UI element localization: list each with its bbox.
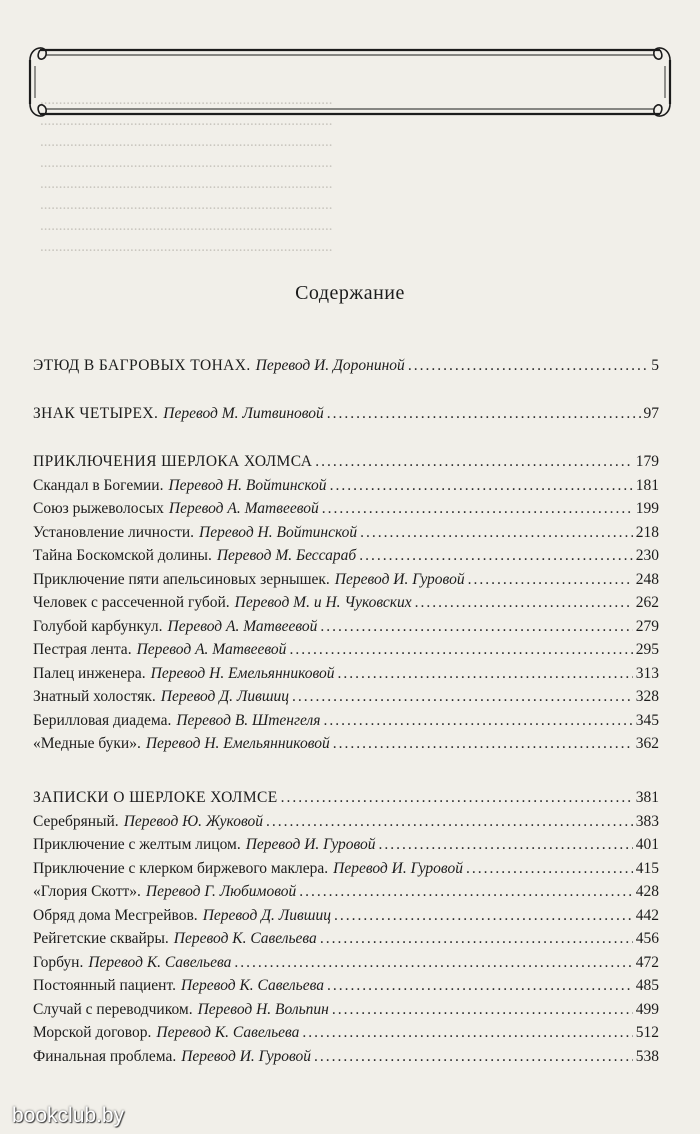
item-title: Рейгетские сквайры. — [33, 930, 169, 947]
item-title: «Медные буки». — [33, 735, 141, 752]
item-translator: Перевод И. Гуровой — [181, 1047, 311, 1065]
entry-page: 381 — [635, 789, 659, 806]
entry-title: ЗНАК ЧЕТЫРЕХ. — [33, 405, 159, 422]
item-translator: Перевод Н. Емельянниковой — [150, 664, 335, 682]
leader-dots — [320, 927, 633, 951]
entry-page: 5 — [651, 357, 659, 374]
item-page: 230 — [635, 547, 659, 564]
item-page: 428 — [635, 883, 659, 900]
item-translator: Перевод К. Савельева — [156, 1024, 300, 1041]
toc-section-4 — [33, 786, 659, 1068]
item-page: 262 — [635, 594, 659, 611]
leader-dots — [289, 638, 632, 662]
item-title: Горбун. — [33, 953, 84, 971]
item-translator: Перевод И. Гуровой — [333, 859, 463, 877]
item-page: 512 — [635, 1024, 659, 1041]
item-page: 279 — [635, 617, 659, 635]
item-translator: Перевод М. Бессараб — [216, 547, 357, 564]
item-title: Постоянный пациент. — [33, 977, 176, 994]
item-translator: Перевод Н. Войтинской — [199, 523, 358, 541]
entry-title: ПРИКЛЮЧЕНИЯ ШЕРЛОКА ХОЛМСА — [33, 453, 313, 470]
toc-section-2 — [33, 402, 659, 426]
leader-dots — [234, 951, 632, 975]
toc-item[interactable] — [33, 474, 659, 498]
item-page: 248 — [635, 570, 659, 588]
item-title: Человек с рассеченной губой. — [33, 594, 230, 611]
entry-translator: Перевод М. Литвиновой — [163, 405, 324, 422]
leader-dots — [322, 497, 633, 521]
leader-dots — [314, 1045, 633, 1069]
item-title: «Глория Скотт». — [33, 883, 141, 900]
leader-dots — [323, 709, 632, 733]
toc-entry[interactable] — [33, 450, 659, 474]
item-title: Обряд дома Месгрейвов. — [33, 906, 198, 924]
toc-item[interactable] — [33, 662, 659, 686]
leader-dots — [334, 904, 633, 928]
leader-dots — [359, 544, 633, 568]
entry-translator: Перевод И. Дорониной — [255, 357, 405, 374]
item-title: Приключение с клерком биржевого маклера. — [33, 859, 329, 877]
toc-item[interactable] — [33, 638, 659, 662]
leader-dots — [330, 474, 633, 498]
item-page: 362 — [635, 735, 659, 752]
toc-item[interactable] — [33, 1021, 659, 1045]
item-page: 218 — [635, 523, 659, 541]
item-title: Союз рыжеволосых — [33, 500, 164, 517]
item-translator: Перевод Н. Емельянниковой — [145, 735, 330, 752]
toc-item[interactable] — [33, 568, 659, 592]
item-page: 295 — [635, 641, 659, 658]
toc-item[interactable] — [33, 497, 659, 521]
item-translator: Перевод Н. Войтинской — [168, 476, 327, 494]
item-page: 181 — [635, 476, 659, 494]
leader-dots — [333, 732, 633, 756]
leader-dots — [299, 880, 633, 904]
toc-item[interactable] — [33, 615, 659, 639]
contents-title: Содержание — [295, 282, 405, 304]
toc-item[interactable] — [33, 857, 659, 881]
item-translator: Перевод К. Савельева — [180, 977, 324, 994]
toc-item[interactable] — [33, 880, 659, 904]
leader-dots — [281, 786, 633, 810]
item-title: Голубой карбункул. — [33, 617, 163, 635]
item-translator: Перевод Д. Лившиц — [160, 688, 290, 705]
toc-section-1 — [33, 354, 659, 378]
item-translator: Перевод М. и Н. Чуковских — [234, 594, 412, 611]
toc-section-3 — [33, 450, 659, 756]
item-page: 472 — [635, 953, 659, 971]
item-title: Знатный холостяк. — [33, 688, 156, 705]
toc-item[interactable] — [33, 810, 659, 834]
item-translator: Перевод К. Савельева — [88, 953, 232, 971]
item-translator: Перевод И. Гуровой — [334, 570, 465, 588]
item-title: Установление личности. — [33, 523, 195, 541]
toc-item[interactable] — [33, 927, 659, 951]
show-through-text: .............................................................................. .............................................................................. .............................................................................. .............................................................................. .............................................................................. .............................................................................. .............................................................................. .............................................................................. — [40, 92, 333, 255]
leader-dots — [292, 685, 633, 709]
item-page: 199 — [635, 500, 659, 517]
toc-item[interactable] — [33, 685, 659, 709]
leader-dots — [332, 998, 633, 1022]
item-page: 415 — [635, 859, 659, 877]
item-translator: Перевод Д. Лившиц — [202, 906, 331, 924]
item-translator: Перевод К. Савельева — [173, 930, 317, 947]
leader-dots — [408, 354, 648, 378]
item-title: Приключение с желтым лицом. — [33, 836, 241, 853]
item-title: Берилловая диадема. — [33, 711, 172, 729]
leader-dots — [415, 591, 633, 615]
leader-dots — [379, 833, 633, 857]
toc-item[interactable] — [33, 521, 659, 545]
leader-dots — [315, 450, 632, 474]
item-page: 401 — [635, 836, 659, 853]
item-page: 442 — [635, 906, 659, 924]
item-page: 538 — [635, 1047, 659, 1065]
toc-entry[interactable] — [33, 354, 659, 378]
item-title: Серебряный. — [33, 812, 119, 830]
item-page: 499 — [635, 1000, 659, 1018]
leader-dots — [320, 615, 632, 639]
leader-dots — [266, 810, 633, 834]
leader-dots — [338, 662, 633, 686]
item-page: 456 — [635, 930, 659, 947]
item-title: Финальная проблема. — [33, 1047, 177, 1065]
entry-page: 179 — [635, 453, 659, 470]
leader-dots — [468, 568, 633, 592]
item-title: Пестрая лента. — [33, 641, 132, 658]
toc-item[interactable] — [33, 732, 659, 756]
item-title: Скандал в Богемии. — [33, 476, 164, 494]
item-translator: Перевод А. Матвеевой — [168, 500, 319, 517]
item-translator: Перевод А. Матвеевой — [167, 617, 318, 635]
leader-dots — [327, 402, 641, 426]
item-translator: Перевод В. Штенгеля — [176, 711, 321, 729]
leader-dots — [302, 1021, 632, 1045]
toc-item[interactable] — [33, 904, 659, 928]
leader-dots — [327, 974, 633, 998]
toc-item[interactable] — [33, 709, 659, 733]
item-page: 383 — [635, 812, 659, 830]
ornamental-frame — [22, 42, 678, 122]
leader-dots — [360, 521, 633, 545]
toc-entry[interactable] — [33, 402, 659, 426]
leader-dots — [466, 857, 633, 881]
item-page: 485 — [635, 977, 659, 994]
toc-item[interactable] — [33, 974, 659, 998]
item-page: 328 — [635, 688, 659, 705]
item-title: Случай с переводчиком. — [33, 1000, 193, 1018]
item-title: Морской договор. — [33, 1024, 152, 1041]
item-translator: Перевод И. Гуровой — [245, 836, 376, 853]
item-title: Палец инженера. — [33, 664, 146, 682]
toc-entry[interactable] — [33, 786, 659, 810]
entry-title: ЗАПИСКИ О ШЕРЛОКЕ ХОЛМСЕ — [33, 789, 278, 806]
item-translator: Перевод Н. Вольпин — [197, 1000, 329, 1018]
item-translator: Перевод А. Матвеевой — [136, 641, 287, 658]
item-translator: Перевод Ю. Жуковой — [123, 812, 263, 830]
toc-item[interactable] — [33, 1045, 659, 1069]
item-page: 345 — [635, 711, 659, 729]
toc-item[interactable] — [33, 833, 659, 857]
entry-page: 97 — [643, 405, 659, 422]
item-title: Тайна Боскомской долины. — [33, 547, 212, 564]
watermark-text: bookclub.by — [12, 1104, 125, 1127]
toc-item[interactable] — [33, 998, 659, 1022]
toc-item[interactable] — [33, 951, 659, 975]
item-page: 313 — [635, 664, 659, 682]
entry-title: ЭТЮД В БАГРОВЫХ ТОНАХ. — [33, 357, 251, 374]
item-title: Приключение пяти апельсиновых зернышек. — [33, 570, 330, 588]
toc-item[interactable] — [33, 544, 659, 568]
item-translator: Перевод Г. Любимовой — [145, 883, 297, 900]
toc-item[interactable] — [33, 591, 659, 615]
